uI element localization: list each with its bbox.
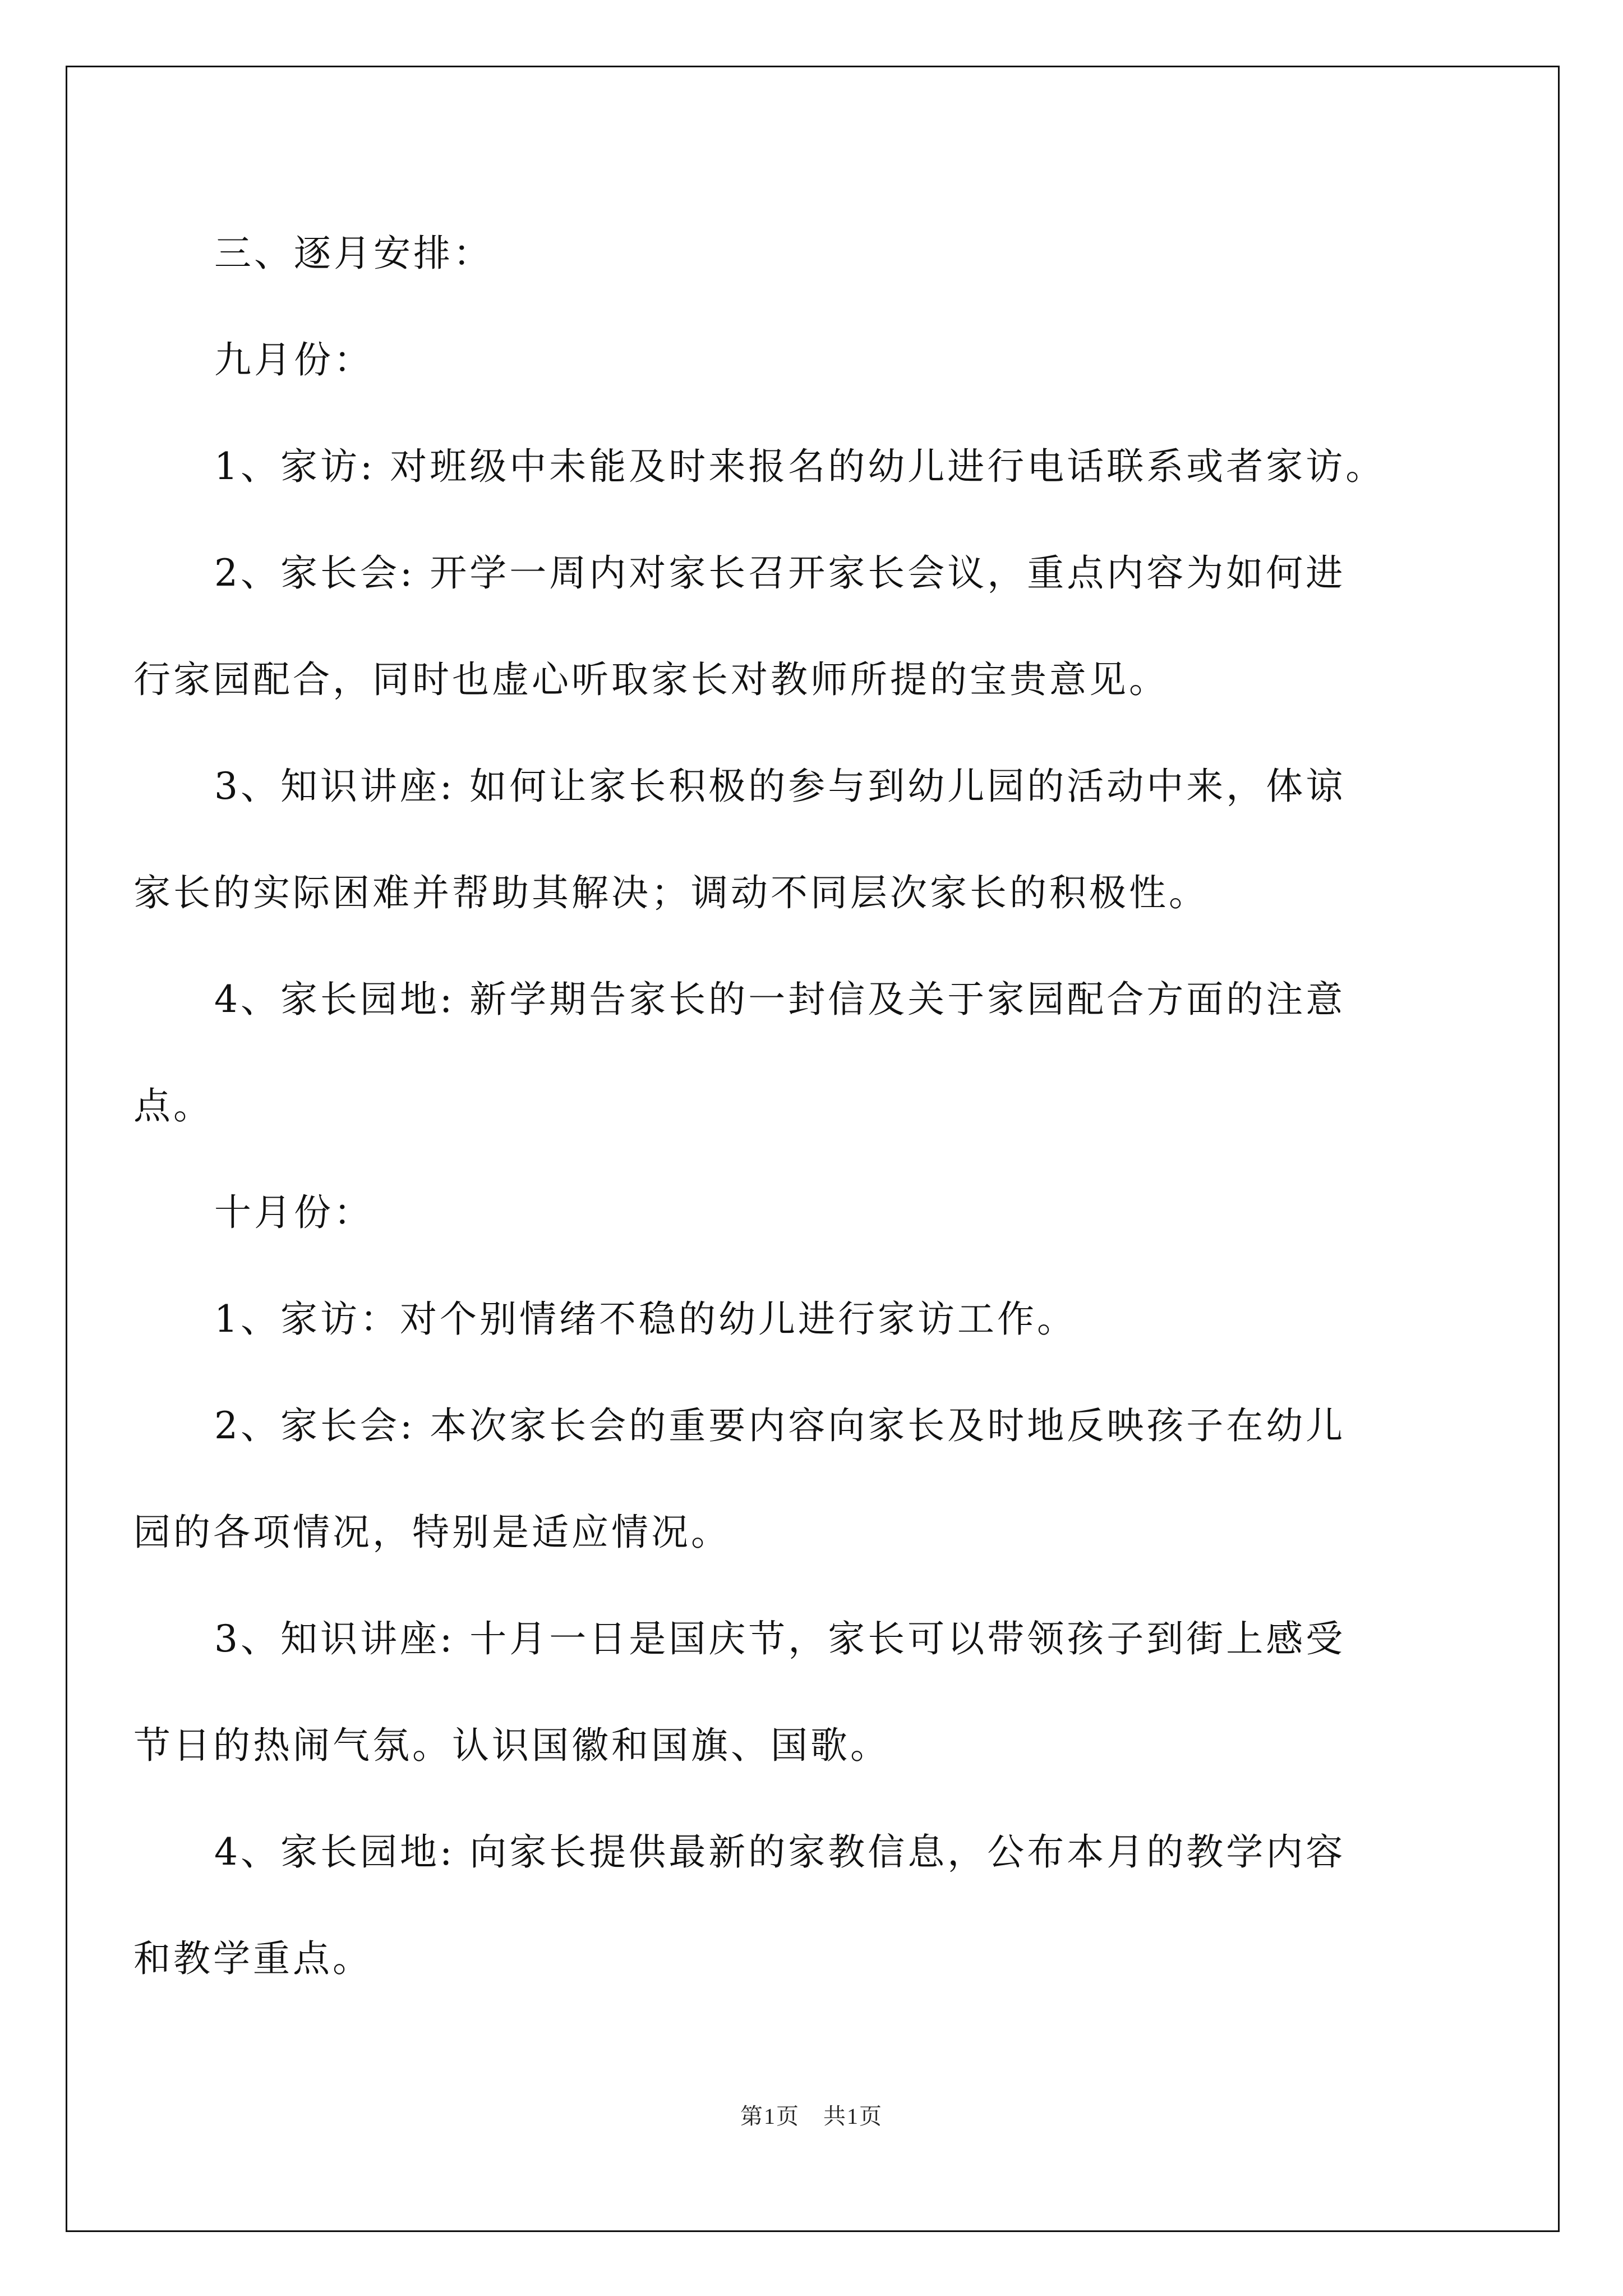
paragraph-line: 行家园配合，同时也虚心听取家长对教师所提的宝贵意见。	[133, 658, 1169, 701]
paragraph-line: 4、家长园地: 向家长提供最新的家教信息，公布本月的教学内容	[214, 1830, 1346, 1874]
paragraph-line: 九月份：	[214, 338, 374, 381]
paragraph-line: 4、家长园地: 新学期告家长的一封信及关于家园配合方面的注意	[214, 978, 1346, 1021]
paragraph-line: 和教学重点。	[133, 1937, 372, 1980]
paragraph-line: 点。	[133, 1084, 213, 1128]
paragraph-line: 3、知识讲座: 如何让家长积极的参与到幼儿园的活动中来，体谅	[214, 765, 1346, 808]
paragraph-line: 十月份：	[214, 1191, 374, 1234]
paragraph-line: 3、知识讲座: 十月一日是国庆节，家长可以带领孩子到街上感受	[214, 1617, 1346, 1660]
paragraph-line: 1、家访：对个别情绪不稳的幼儿进行家访工作。	[214, 1297, 1077, 1341]
paragraph-line: 1、家访: 对班级中未能及时来报名的幼儿进行电话联系或者家访。	[214, 445, 1386, 488]
page-number-footer: 第1页 共1页	[740, 2104, 883, 2129]
page-border	[66, 66, 1560, 2232]
paragraph-line: 2、家长会: 开学一周内对家长召开家长会议，重点内容为如何进	[214, 551, 1346, 595]
paragraph-line: 三、逐月安排：	[214, 232, 493, 275]
paragraph-line: 园的各项情况，特别是适应情况。	[133, 1511, 731, 1554]
paragraph-line: 节日的热闹气氛。认识国徽和国旗、国歌。	[133, 1724, 890, 1767]
paragraph-line: 家长的实际困难并帮助其解决；调动不同层次家长的积极性。	[133, 871, 1209, 914]
paragraph-line: 2、家长会: 本次家长会的重要内容向家长及时地反映孩子在幼儿	[214, 1404, 1346, 1447]
